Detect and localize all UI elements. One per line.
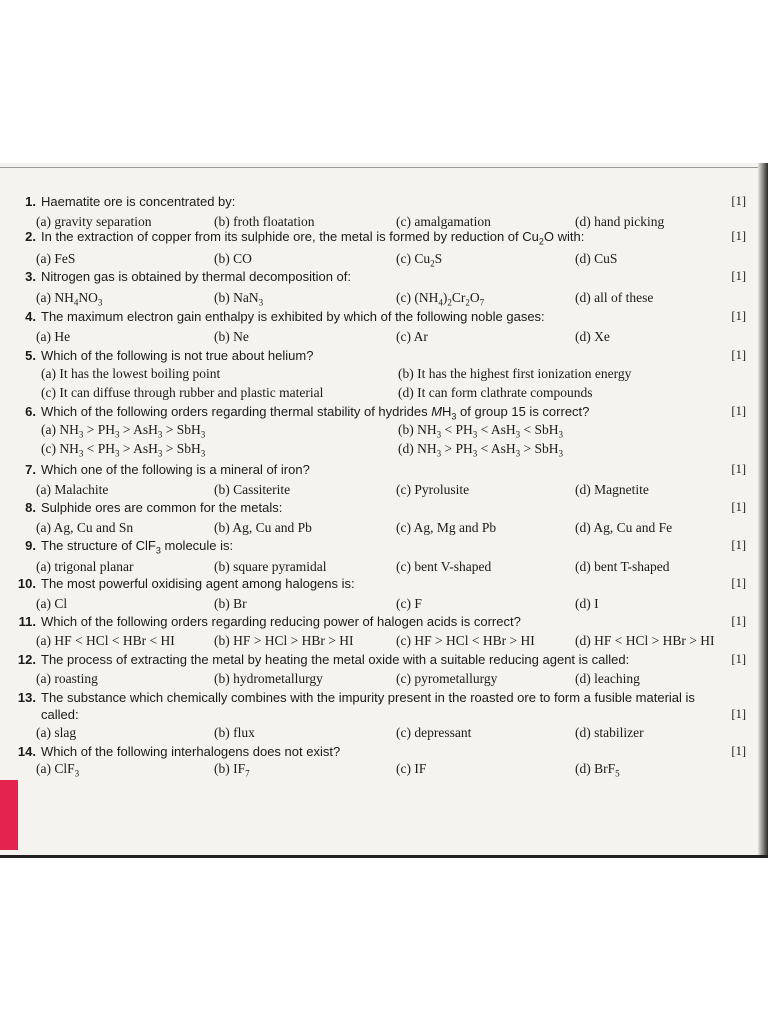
option-d: (d) Ag, Cu and Fe xyxy=(575,520,673,535)
option-d: (d) I xyxy=(575,596,599,611)
marks-label: [1] xyxy=(731,194,746,208)
option-a: (a) $NH_4NO_3$ xyxy=(36,290,103,308)
question-number: 8. xyxy=(25,500,36,515)
marks-label: [1] xyxy=(731,269,746,283)
marks-label: [1] xyxy=(731,500,746,514)
question-number: 9. xyxy=(25,538,36,553)
option-c: (c) IF xyxy=(396,761,427,776)
option-d: (d) leaching xyxy=(575,671,640,686)
bottom-rule xyxy=(0,855,768,858)
question-number: 1. xyxy=(25,194,36,209)
worksheet-page xyxy=(0,163,768,858)
option-b: (b) $IF_7$ xyxy=(214,761,250,779)
option-d: (d) $NH_3 > PH_3 < AsH_3 > SbH_3$ xyxy=(398,441,563,459)
option-c: (c) Pyrolusite xyxy=(396,482,470,497)
option-b: (b) flux xyxy=(214,725,255,740)
question-number: 7. xyxy=(25,462,36,477)
option-c: (c) $NH_3 < PH_3 > AsH_3 > SbH_3$ xyxy=(41,441,206,459)
option-b: (b) Cassiterite xyxy=(214,482,291,497)
question-stem: Which of the following orders regarding reducing power of halogen acids is correct? xyxy=(41,614,521,629)
question-stem-continued: called: xyxy=(41,707,79,722)
option-b: (b) NaN$_3$ xyxy=(214,290,264,308)
question-number: 13. xyxy=(17,690,36,705)
option-d: (d) bent T-shaped xyxy=(575,559,670,574)
marks-label: [1] xyxy=(731,538,746,552)
option-a: (a) Malachite xyxy=(36,482,109,497)
option-d: (d) BrF$_5$ xyxy=(575,761,620,779)
option-b: (b) $NH_3 < PH_3 < AsH_3 < SbH_3$ xyxy=(398,422,563,440)
top-rule xyxy=(0,167,758,168)
option-c: (c) depressant xyxy=(396,725,472,740)
question-number: 2. xyxy=(25,229,36,244)
option-c: (c) It can diffuse through rubber and plastic material xyxy=(41,385,324,400)
question-stem: Which of the following is not true about helium? xyxy=(41,348,314,363)
marks-label: [1] xyxy=(731,309,746,323)
question-number: 6. xyxy=(25,404,36,419)
question-stem: The structure of ClF$_3$ molecule is: xyxy=(41,538,234,556)
option-d: (d) Magnetite xyxy=(575,482,649,497)
marks-label: [1] xyxy=(731,707,746,721)
question-stem: The process of extracting the metal by heating the metal oxide with a suitable reducing agent is called: xyxy=(41,652,630,667)
option-c: (c) amalgamation xyxy=(396,214,491,229)
option-a: (a) FeS xyxy=(36,251,76,266)
option-b: (b) HF > HCl > HBr > HI xyxy=(214,633,354,648)
option-d: (d) CuS xyxy=(575,251,618,266)
option-d: (d) HF < HCl > HBr > HI xyxy=(575,633,715,648)
question-number: 10. xyxy=(17,576,36,591)
question-number: 12. xyxy=(17,652,36,667)
option-a: (a) slag xyxy=(36,725,77,740)
question-stem: Sulphide ores are common for the metals: xyxy=(41,500,283,515)
question-stem: The substance which chemically combines with the impurity present in the roasted ore to form a fusible material is xyxy=(41,690,695,705)
option-d: (d) stabilizer xyxy=(575,725,644,740)
option-a: (a) gravity separation xyxy=(36,214,152,229)
option-d: (d) all of these xyxy=(575,290,654,305)
option-b: (b) Ne xyxy=(214,329,249,344)
question-stem: Haematite ore is concentrated by: xyxy=(41,194,236,209)
marks-label: [1] xyxy=(731,652,746,666)
option-c: (c) HF > HCl < HBr > HI xyxy=(396,633,535,648)
option-c: (c) F xyxy=(396,596,422,611)
option-b: (b) square pyramidal xyxy=(214,559,327,574)
option-a: (a) He xyxy=(36,329,71,344)
question-stem: Which one of the following is a mineral of iron? xyxy=(41,462,310,477)
marks-label: [1] xyxy=(731,576,746,590)
option-c: (c) Ag, Mg and Pb xyxy=(396,520,497,535)
option-b: (b) Ag, Cu and Pb xyxy=(214,520,312,535)
question-number: 14. xyxy=(17,744,36,759)
marks-label: [1] xyxy=(731,462,746,476)
option-b: (b) Br xyxy=(214,596,247,611)
option-c: (c) Ar xyxy=(396,329,428,344)
option-b: (b) It has the highest first ionization energy xyxy=(398,366,632,381)
option-c: (c) bent V-shaped xyxy=(396,559,492,574)
option-c: (c) pyrometallurgy xyxy=(396,671,498,686)
option-d: (d) Xe xyxy=(575,329,610,344)
marks-label: [1] xyxy=(731,229,746,243)
option-b: (b) froth floatation xyxy=(214,214,315,229)
option-a: (a) trigonal planar xyxy=(36,559,134,574)
option-d: (d) hand picking xyxy=(575,214,665,229)
option-d: (d) It can form clathrate compounds xyxy=(398,385,593,400)
question-number: 3. xyxy=(25,269,36,284)
option-a: (a) It has the lowest boiling point xyxy=(41,366,221,381)
option-c: (c) $(NH_4)_2Cr_2O_7$ xyxy=(396,290,485,308)
question-stem: Which of the following interhalogens does not exist? xyxy=(41,744,341,759)
question-number: 5. xyxy=(25,348,36,363)
option-a: (a) $NH_3 > PH_3 > AsH_3 > SbH_3$ xyxy=(41,422,206,440)
option-b: (b) CO xyxy=(214,251,252,266)
option-a: (a) Ag, Cu and Sn xyxy=(36,520,134,535)
marks-label: [1] xyxy=(731,404,746,418)
red-margin-tab xyxy=(0,780,18,850)
question-stem: In the extraction of copper from its sulphide ore, the metal is formed by reduction of $Cu_2O$ with: xyxy=(41,229,585,247)
question-number: 4. xyxy=(25,309,36,324)
option-a: (a) ClF$_3$ xyxy=(36,761,80,779)
marks-label: [1] xyxy=(731,614,746,628)
option-a: (a) Cl xyxy=(36,596,68,611)
option-a: (a) roasting xyxy=(36,671,98,686)
option-c: (c) $Cu_2S$ xyxy=(396,251,443,269)
question-stem: The maximum electron gain enthalpy is exhibited by which of the following noble gases: xyxy=(41,309,545,324)
question-stem: Nitrogen gas is obtained by thermal decomposition of: xyxy=(41,269,352,284)
marks-label: [1] xyxy=(731,348,746,362)
question-number: 11. xyxy=(18,614,36,629)
page-edge-shadow xyxy=(758,163,768,858)
question-stem: Which of the following orders regarding thermal stability of hydrides $MH_3$ of group 15 is correct? xyxy=(41,404,590,422)
question-stem: The most powerful oxidising agent among halogens is: xyxy=(41,576,355,591)
marks-label: [1] xyxy=(731,744,746,758)
option-a: (a) HF < HCl < HBr < HI xyxy=(36,633,175,648)
option-b: (b) hydrometallurgy xyxy=(214,671,323,686)
